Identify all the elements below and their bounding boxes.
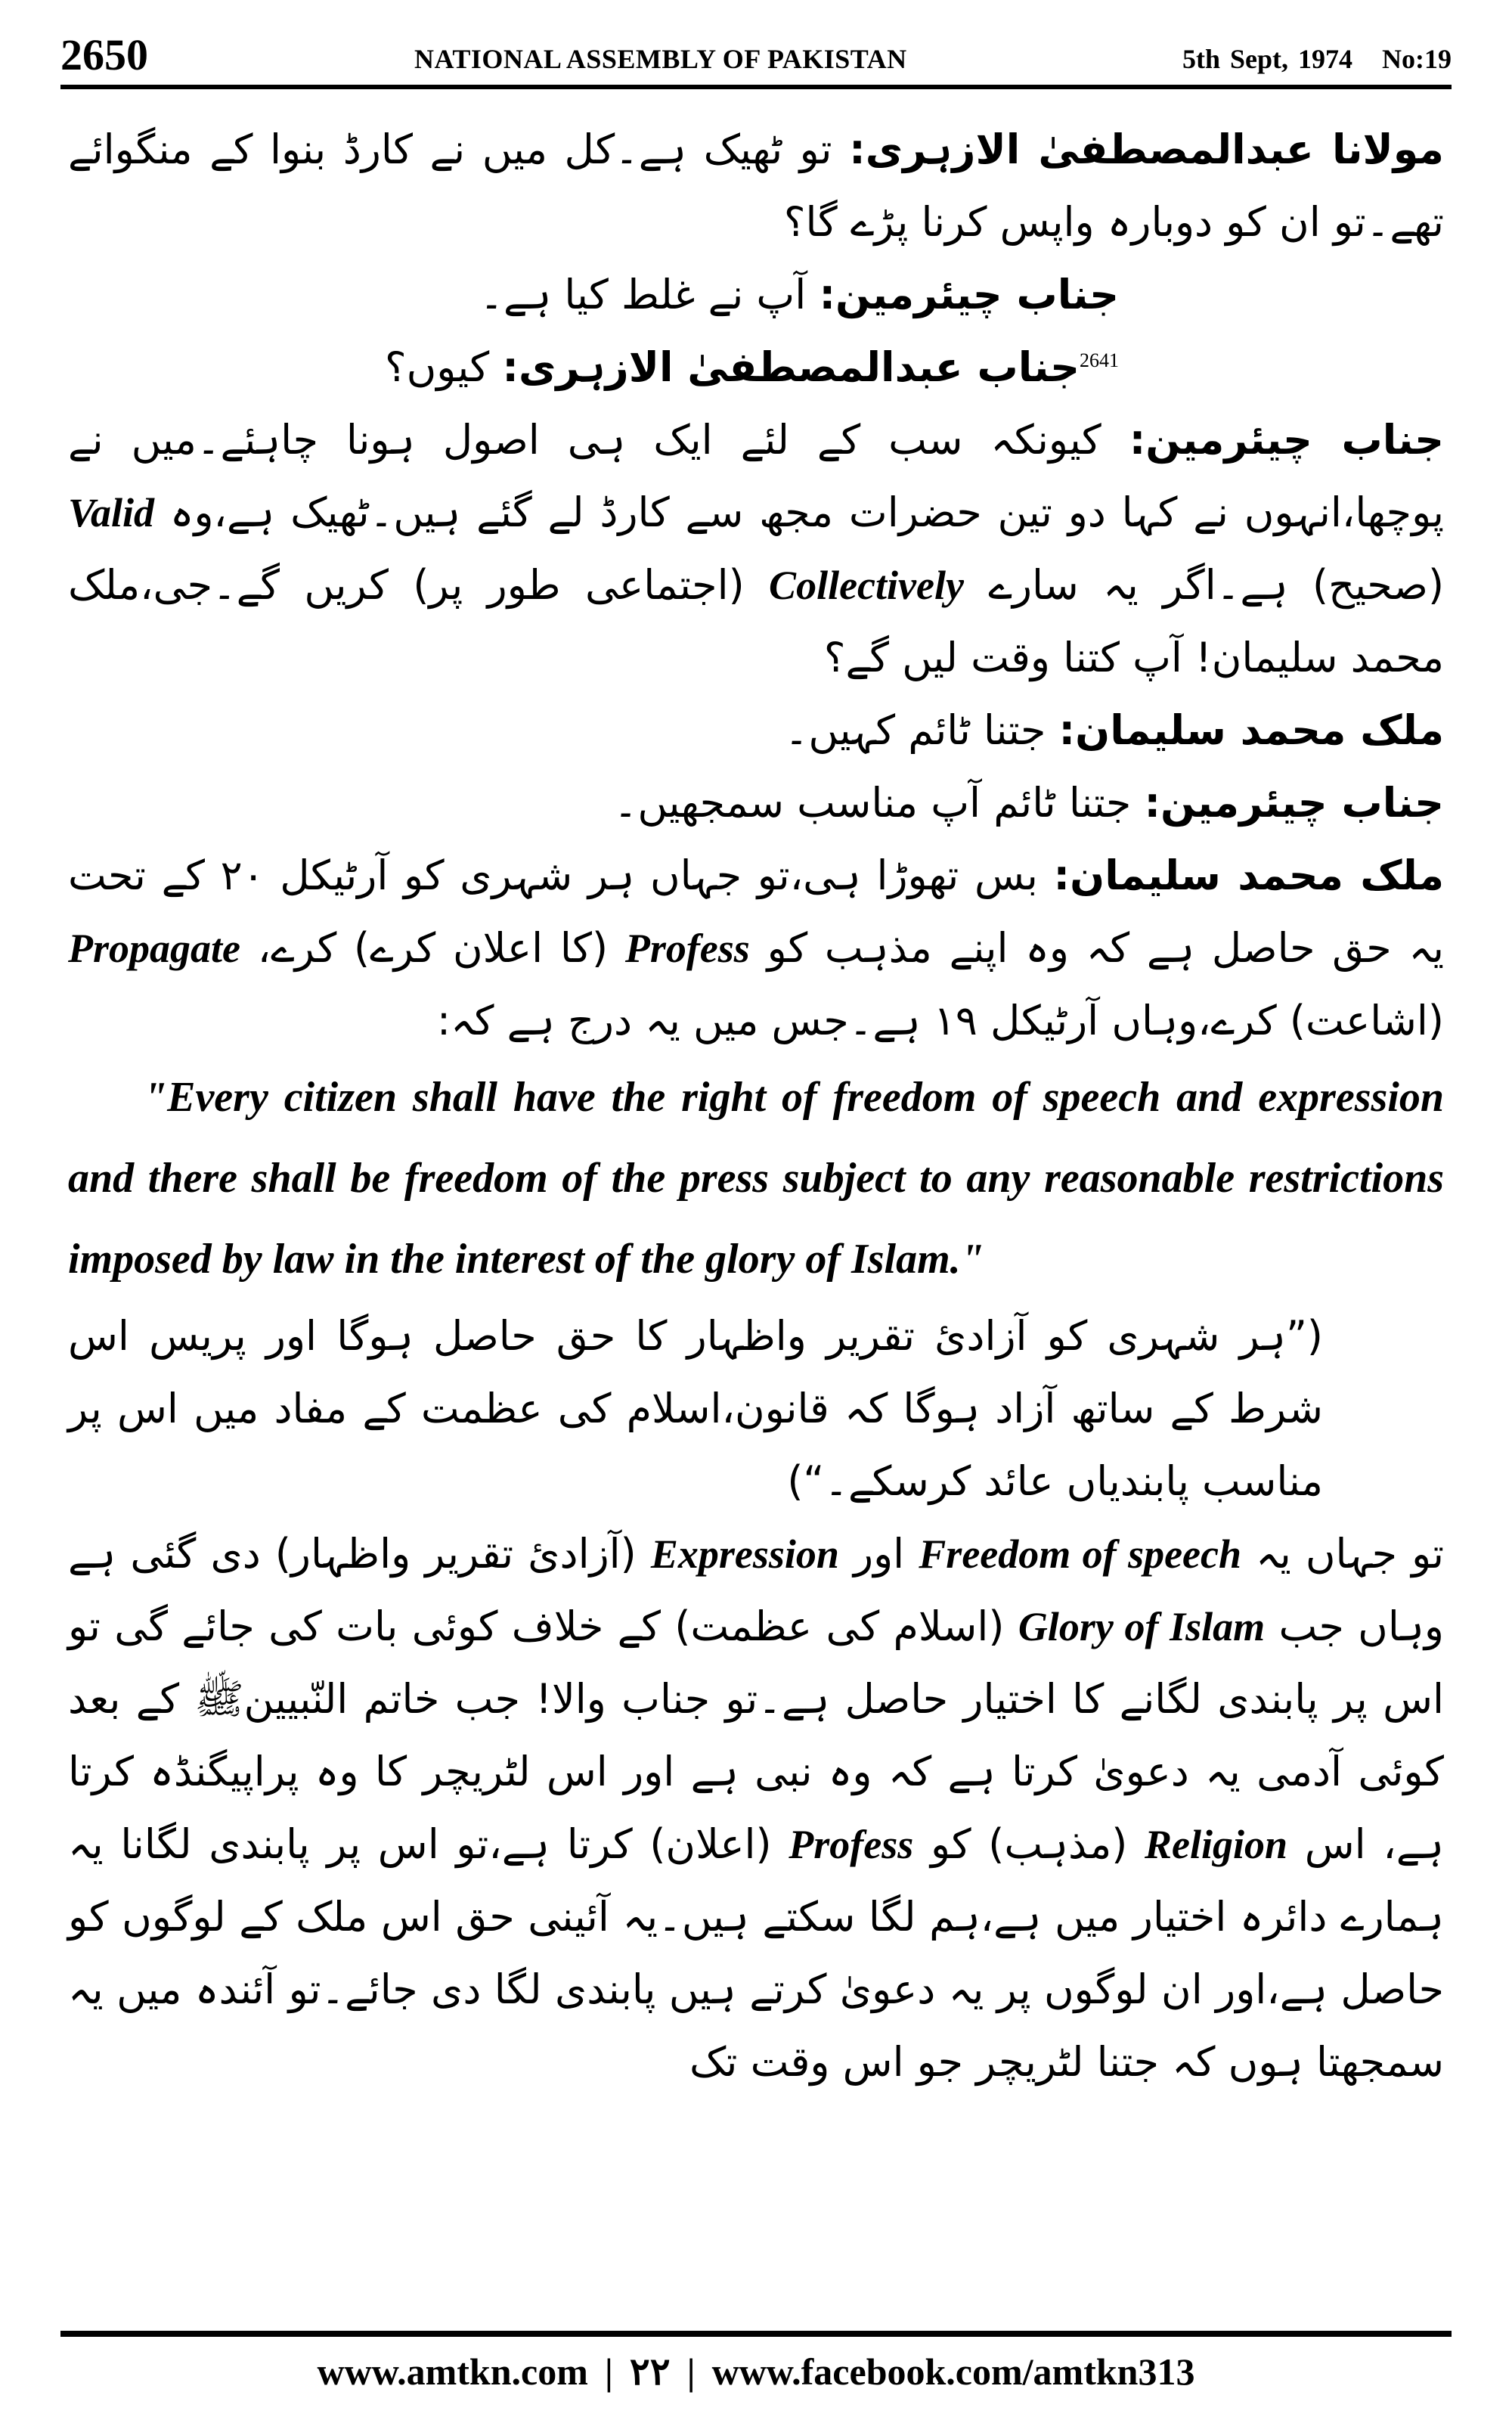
dialogue-line-7 [68,839,1444,1057]
english-term: Glory of Islam [1018,1604,1266,1649]
speech-text: تو ٹھیک ہے۔کل میں نے کارڈ بنوا کے منگوائے تھے۔تو ان کو دوبارہ واپس کرنا پڑے گا؟ [68,126,1444,246]
speech-text-part: (اشاعت) کرے،وہاں آرٹیکل ۱۹ ہے۔جس میں یہ درج ہے کہ: [436,997,1444,1044]
speech-text-part: تو جہاں یہ [1256,1530,1445,1578]
speaker-name: جناب چیئرمین: [1144,779,1444,827]
english-term: Propagate [68,926,240,971]
dialogue-line-1 [68,113,1444,259]
speech-text-part: اور [854,1530,905,1578]
speaker-name: مولانا عبدالمصطفیٰ الازہری: [849,126,1444,173]
speech-text-part: (کا اعلان کرے) کرے، [257,924,609,972]
header-rule [60,85,1452,89]
footer-website-link[interactable]: www.amtkn.com [317,2350,588,2393]
header-date-issue [1182,36,1452,82]
page-header [60,29,1452,82]
speech-text: جتنا ٹائم کہیں۔ [784,706,1046,754]
english-term: Expression [650,1531,839,1577]
english-term: Profess [624,926,750,971]
speech-text: کیوں؟ [384,343,490,391]
speech-text-part: کیونکہ سب کے لئے ایک ہی اصول ہونا چاہئے۔میں نے پوچھا،انہوں نے کہا دو تین حضرات مجھ سے کارڈ لے گئے ہیں۔ٹھیک ہے،وہ [68,416,1444,536]
footer-facebook-link[interactable]: www.facebook.com/amtkn313 [711,2350,1195,2393]
speech-text-part: (آزادیٔ تقریر واظہار) دی گئی ہے وہاں جب [68,1530,1445,1650]
footer-separator: | [686,2350,696,2393]
page-body [68,113,1444,2099]
speech-text-part: (مذہب) کو [930,1820,1128,1868]
dialogue-line-3 [68,331,1444,404]
dialogue-line-4 [68,404,1444,694]
speech-text-part: (صحیح) ہے۔اگر یہ سارے [988,561,1445,609]
speech-text: آپ نے غلط کیا ہے۔ [479,271,807,318]
english-term: Collectively [769,563,964,608]
speech-text-part: بس تھوڑا ہی،تو جہاں ہر شہری کو آرٹیکل ۲۰ کے تحت یہ حق حاصل ہے کہ وہ اپنے مذہب کو [68,852,1445,972]
footer-rule [60,2331,1452,2337]
english-term: Valid [68,490,155,535]
speaker-name: ملک محمد سلیمان: [1058,706,1444,754]
urdu-translation: (”ہر شہری کو آزادیٔ تقریر واظہار کا حق حاصل ہوگا اور پریس اس شرط کے ساتھ آزاد ہوگا کہ قانون،اسلام کی عظمت کے مفاد میں اس پر مناسب پابندیاں عائد کرسکے۔“) [68,1312,1323,1505]
footer-page-number: ۲۲ [629,2350,671,2393]
speaker-name: جناب چیئرمین: [1129,416,1445,464]
page-number: 2650 [60,30,148,79]
speech-text-part: (اعلان) کرتا ہے،تو اس پر پابندی لگانا یہ ہمارے دائرہ اختیار میں ہے،ہم لگا سکتے ہیں۔یہ آئینی حق اس ملک کے لوگوں کو حاصل ہے،اور ان لوگوں پر یہ دعویٰ کرتے ہیں پابندی لگا دی جائے۔تو آئندہ میں یہ سمجھتا ہوں کہ جتنا لٹریچر جو اس وقت تک [68,1820,1444,2086]
header-issue: No:19 [1382,44,1452,74]
header-title: NATIONAL ASSEMBLY OF PAKISTAN [414,44,907,74]
header-date: 5th Sept, 1974 [1182,44,1352,74]
dialogue-line-6 [68,767,1444,839]
speech-text-part: (اسلام کی عظمت) کے خلاف کوئی بات کی جائے گی تو اس پر پابندی لگانے کا اختیار حاصل ہے۔تو جناب والا! جب خاتم النّبیینﷺ کے بعد کوئی آدمی یہ دعویٰ کرتا ہے کہ وہ نبی ہے اور اس لٹریچر کا وہ پراپیگنڈہ کرتا ہے، اس [68,1602,1445,1868]
english-quotation: "Every citizen shall have the right of freedom of speech and expression and there shall be freedom of the press subject to any reasonable restrictions imposed by law in the interest of the glory of Islam." [68,1074,1444,1283]
footnote-marker: 2641 [1080,349,1119,371]
english-term: Freedom of speech [919,1531,1242,1577]
footer-separator: | [604,2350,613,2393]
english-term: Profess [789,1822,914,1867]
closing-paragraph [68,1518,1444,2099]
english-term: Religion [1145,1822,1288,1867]
page-footer [0,2341,1512,2402]
speaker-name: ملک محمد سلیمان: [1053,852,1444,899]
speech-text-part: (اجتماعی طور پر) کریں گے۔جی،ملک محمد سلیمان! آپ کتنا وقت لیں گے؟ [68,561,1444,681]
speaker-name: جناب چیئرمین: [819,271,1119,318]
speech-text: جتنا ٹائم آپ مناسب سمجھیں۔ [613,779,1132,827]
speaker-name: جناب عبدالمصطفیٰ الازہری: [502,343,1080,391]
dialogue-line-5 [68,694,1444,767]
dialogue-line-2 [68,259,1444,331]
